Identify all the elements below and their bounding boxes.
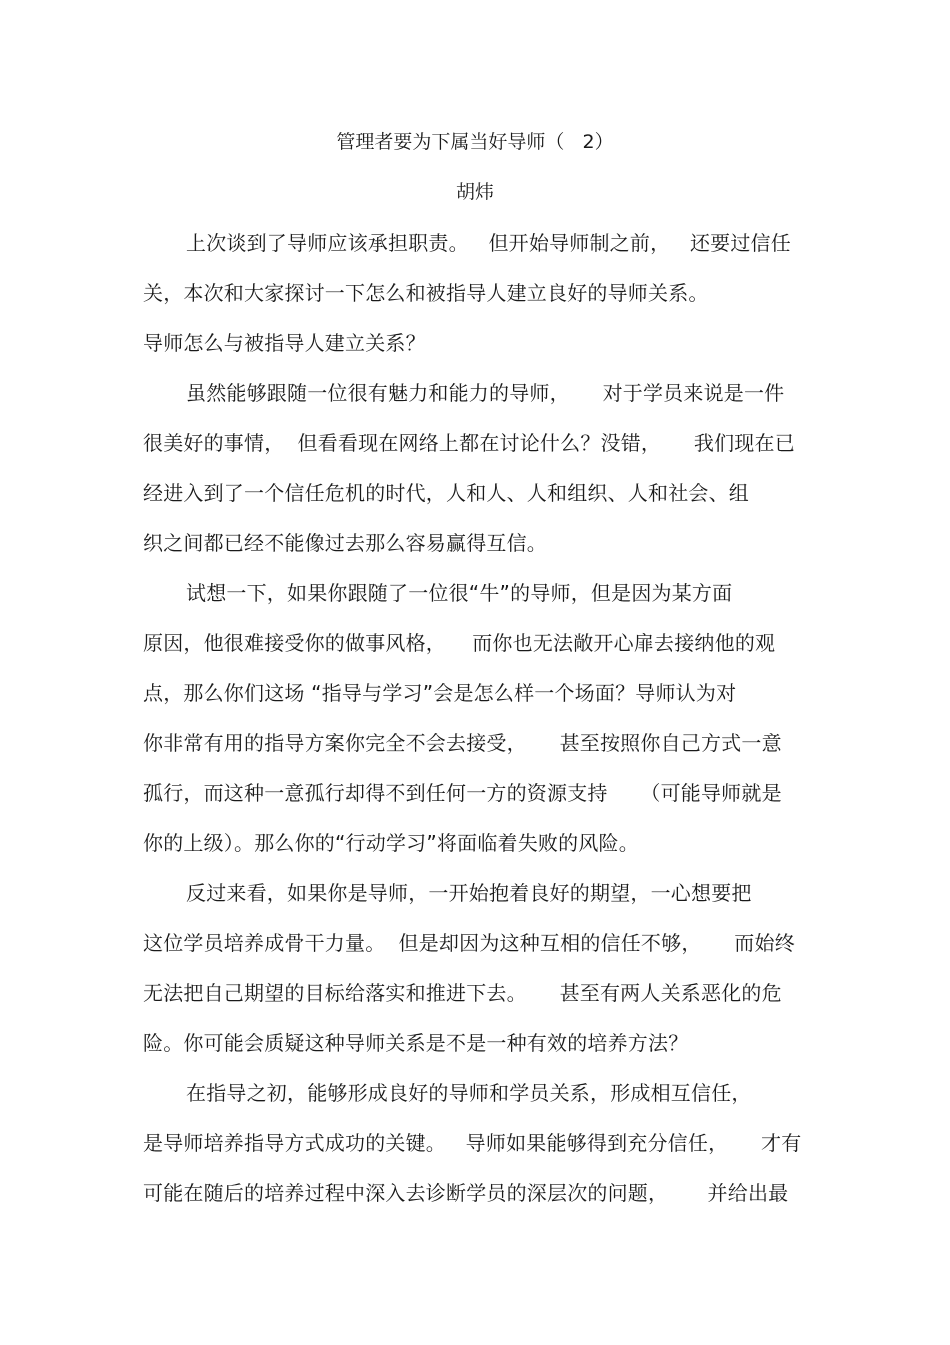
body-line: 关，本次和大家探讨一下怎么和被指导人建立良好的导师关系。 [143, 281, 709, 305]
body-line: 可能在随后的培养过程中深入去诊断学员的深层次的问题， 并给出最 [143, 1181, 789, 1205]
body-line: 孤行，而这种一意孤行却得不到任何一方的资源支持 （可能导师就是 [143, 781, 782, 805]
body-line: 很美好的事情， 但看看现在网络上都在讨论什么？没错， 我们现在已 [143, 431, 795, 455]
body-line: 险。你可能会质疑这种导师关系是不是一种有效的培养方法？ [143, 1031, 689, 1055]
body-line: 经进入到了一个信任危机的时代，人和人、人和组织、人和社会、组 [143, 481, 749, 505]
section-heading: 导师怎么与被指导人建立关系？ [143, 331, 426, 355]
body-line: 在指导之初，能够形成良好的导师和学员关系，形成相互信任， [186, 1081, 752, 1105]
body-line: 织之间都已经不能像过去那么容易赢得互信。 [143, 531, 547, 555]
body-line: 你非常有用的指导方案你完全不会去接受， 甚至按照你自己方式一意 [143, 731, 782, 755]
body-line: 点，那么你们这场 “指导与学习”会是怎么样一个场面？导师认为对 [143, 681, 737, 705]
body-line: 上次谈到了导师应该承担职责。 但开始导师制之前， 还要过信任 [186, 231, 791, 255]
body-line: 反过来看，如果你是导师，一开始抱着良好的期望，一心想要把 [186, 881, 752, 905]
body-line: 是导师培养指导方式成功的关键。 导师如果能够得到充分信任， 才有 [143, 1131, 802, 1155]
body-line: 虽然能够跟随一位很有魅力和能力的导师， 对于学员来说是一件 [186, 381, 785, 405]
body-line: 原因，他很难接受你的做事风格， 而你也无法敞开心扉去接纳他的观 [143, 631, 776, 655]
body-line: 你的上级）。那么你的“行动学习”将面临着失败的风险。 [143, 831, 639, 855]
document-title: 管理者要为下属当好导师（ 2） [336, 131, 614, 153]
body-line: 这位学员培养成骨干力量。 但是却因为这种互相的信任不够， 而始终 [143, 931, 795, 955]
body-line: 无法把自己期望的目标给落实和推进下去。 甚至有两人关系恶化的危 [143, 981, 782, 1005]
document-author: 胡炜 [455, 181, 494, 203]
body-line: 试想一下，如果你跟随了一位很“牛”的导师，但是因为某方面 [186, 581, 733, 605]
